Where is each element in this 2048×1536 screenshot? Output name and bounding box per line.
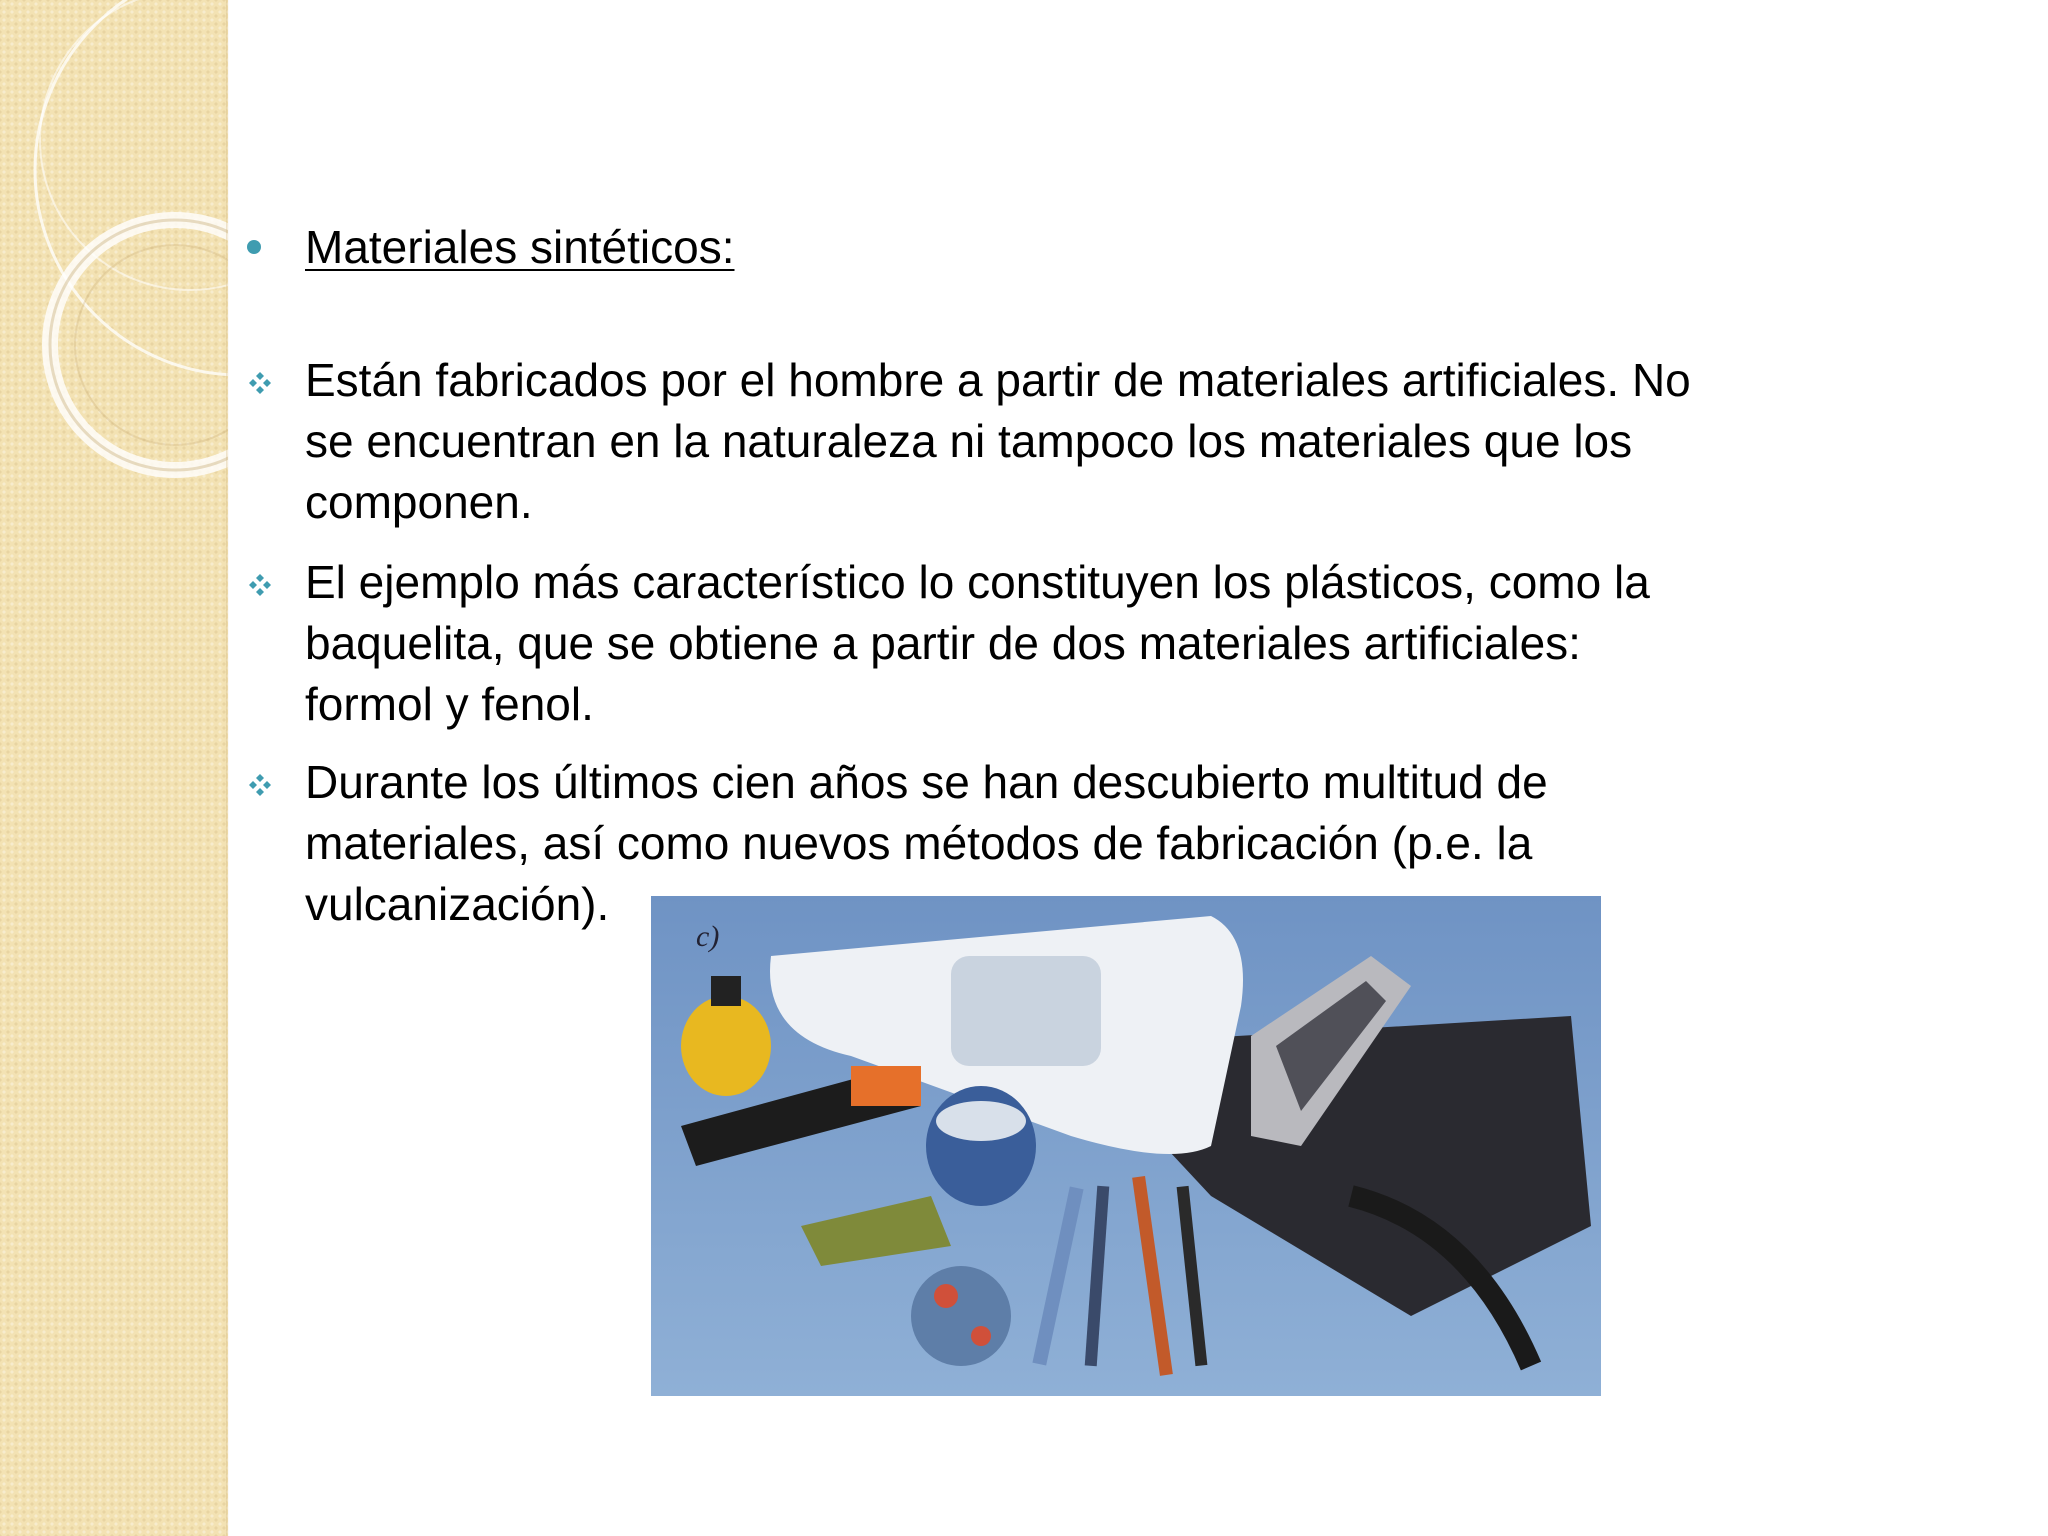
- bullet-3-line-2: materiales, así como nuevos métodos de fabricación (p.e. la: [305, 817, 1533, 869]
- bullet-2-line-1: El ejemplo más característico lo constituyen los plásticos, como la: [305, 556, 1650, 608]
- bullet-3-line-3: vulcanización).: [305, 878, 610, 930]
- four-diamond-icon: [248, 371, 272, 395]
- bullet-item-1: [305, 350, 1885, 533]
- four-diamond-icon: [248, 773, 272, 797]
- bullet-1-line-3: componen.: [305, 476, 533, 528]
- slide-heading: Materiales sintéticos:: [305, 221, 735, 273]
- bullet-1-line-1: Están fabricados por el hombre a partir de materiales artificiales. No: [305, 354, 1691, 406]
- synthetic-materials-photo: [651, 896, 1601, 1396]
- photo-label: c): [696, 920, 720, 953]
- bullet-2-line-3: formol y fenol.: [305, 678, 594, 730]
- four-diamond-icon: [248, 573, 272, 597]
- bullet-item-2: [305, 552, 1885, 735]
- photo-illustration: [651, 896, 1601, 1396]
- round-dot-icon: [247, 240, 261, 254]
- bullet-1-line-2: se encuentran en la naturaleza ni tampoco los materiales que los: [305, 415, 1633, 467]
- bullet-3-line-1: Durante los últimos cien años se han descubierto multitud de: [305, 756, 1548, 808]
- heading-row: [0, 222, 2048, 272]
- bullet-2-line-2: baquelita, que se obtiene a partir de dos materiales artificiales:: [305, 617, 1581, 669]
